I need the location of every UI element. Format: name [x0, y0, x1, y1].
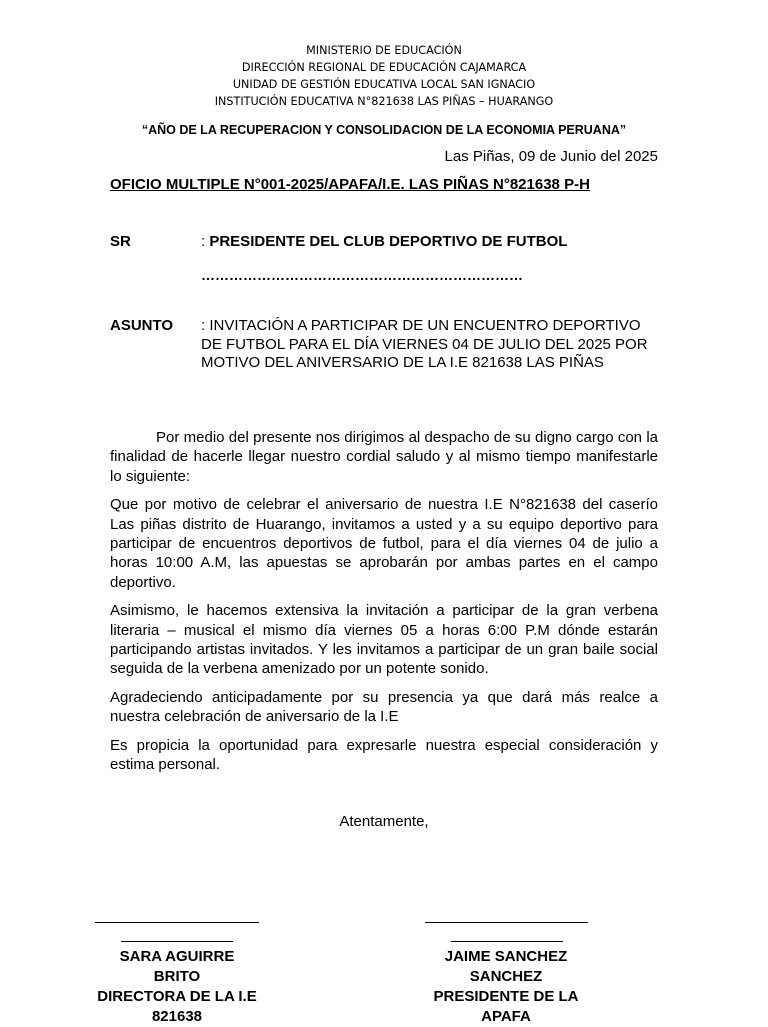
- recipient-dotted-line: ……………………………………………………………: [201, 267, 523, 283]
- institution-header: [0, 42, 768, 110]
- left-signer-title-1: DIRECTORA DE LA I.E: [97, 988, 257, 1005]
- header-line-ministry: MINISTERIO DE EDUCACIÓN: [306, 44, 462, 57]
- body-paragraph-verbena: Asimismo, le hacemos extensiva la invitación a participar de la gran verbena literaria – musical el mismo día viernes 05 a horas 6:00 P.M dónde estarán participando artistas invitados. Y les invitamos a participar de un gran baile social seguida de la verbena amenizado por un potente sonido.: [110, 602, 658, 678]
- right-signature-line: [425, 922, 588, 923]
- right-signature-block: [406, 947, 606, 1027]
- letter-body: [110, 428, 658, 784]
- header-line-regional-direction: DIRECCIÓN REGIONAL DE EDUCACIÓN CAJAMARCA: [241, 61, 527, 74]
- header-line-ugel: UNIDAD DE GESTIÓN EDUCATIVA LOCAL SAN IGNACIO: [232, 78, 536, 91]
- left-signature-block: [77, 947, 277, 1027]
- body-paragraph-greeting: Por medio del presente nos dirigimos al despacho de su digno cargo con la finalidad de hacerle llegar nuestro cordial saludo y al mismo tiempo manifestarle lo siguiente:: [110, 429, 658, 485]
- header-line-institution: INSTITUCIÓN EDUCATIVA N°821638 LAS PIÑAS – HUARANGO: [214, 95, 554, 108]
- recipient-colon: :: [201, 233, 210, 250]
- body-paragraph-thanks: Agradeciendo anticipadamente por su presencia ya que dará más realce a nuestra celebración de aniversario de la I.E: [110, 688, 658, 726]
- body-paragraph-invitation: Que por motivo de celebrar el aniversario de nuestra I.E N°821638 del caserío Las piñas distrito de Huarango, invitamos a usted y a su equipo deportivo para participar de encuentros deportivos de futbol, para el día viernes 04 de julio a horas 10:00 A.M, las apuestas se aprobarán por ambas partes en el campo deportivo.: [110, 496, 658, 591]
- recipient-value: [201, 233, 567, 252]
- place-date: Las Piñas, 09 de Junio del 2025: [444, 148, 658, 165]
- left-signature-underline: [121, 941, 233, 942]
- left-signer-name-1: SARA AGUIRRE: [119, 948, 235, 965]
- document-reference-title: OFICIO MULTIPLE N°001-2025/APAFA/I.E. LAS PIÑAS N°821638 P-H: [110, 176, 590, 193]
- subject-label: ASUNTO: [110, 317, 174, 334]
- recipient-label: SR: [110, 233, 131, 250]
- recipient-name: PRESIDENTE DEL CLUB DEPORTIVO DE FUTBOL: [209, 233, 568, 250]
- closing-salutation: Atentamente,: [339, 813, 429, 830]
- right-signer-name-2: SANCHEZ: [469, 968, 543, 985]
- right-signer-title-2: APAFA: [481, 1008, 531, 1025]
- right-signature-underline: [451, 941, 563, 942]
- body-paragraph-farewell: Es propicia la oportunidad para expresarle nuestra especial consideración y estima personal.: [110, 736, 658, 774]
- right-signer-title-1: PRESIDENTE DE LA: [433, 988, 579, 1005]
- subject-value: : INVITACIÓN A PARTICIPAR DE UN ENCUENTRO DEPORTIVO DE FUTBOL PARA EL DÍA VIERNES 04 DE JULIO DEL 2025 POR MOTIVO DEL ANIVERSARIO DE LA I.E 821638 LAS PIÑAS: [201, 317, 648, 371]
- left-signer-title-2: 821638: [151, 1008, 203, 1025]
- year-name-heading: “AÑO DE LA RECUPERACION Y CONSOLIDACION DE LA ECONOMIA PERUANA”: [141, 123, 627, 137]
- right-signer-name-1: JAIME SANCHEZ: [444, 948, 568, 965]
- left-signer-name-2: BRITO: [153, 968, 201, 985]
- left-signature-line: [95, 922, 259, 923]
